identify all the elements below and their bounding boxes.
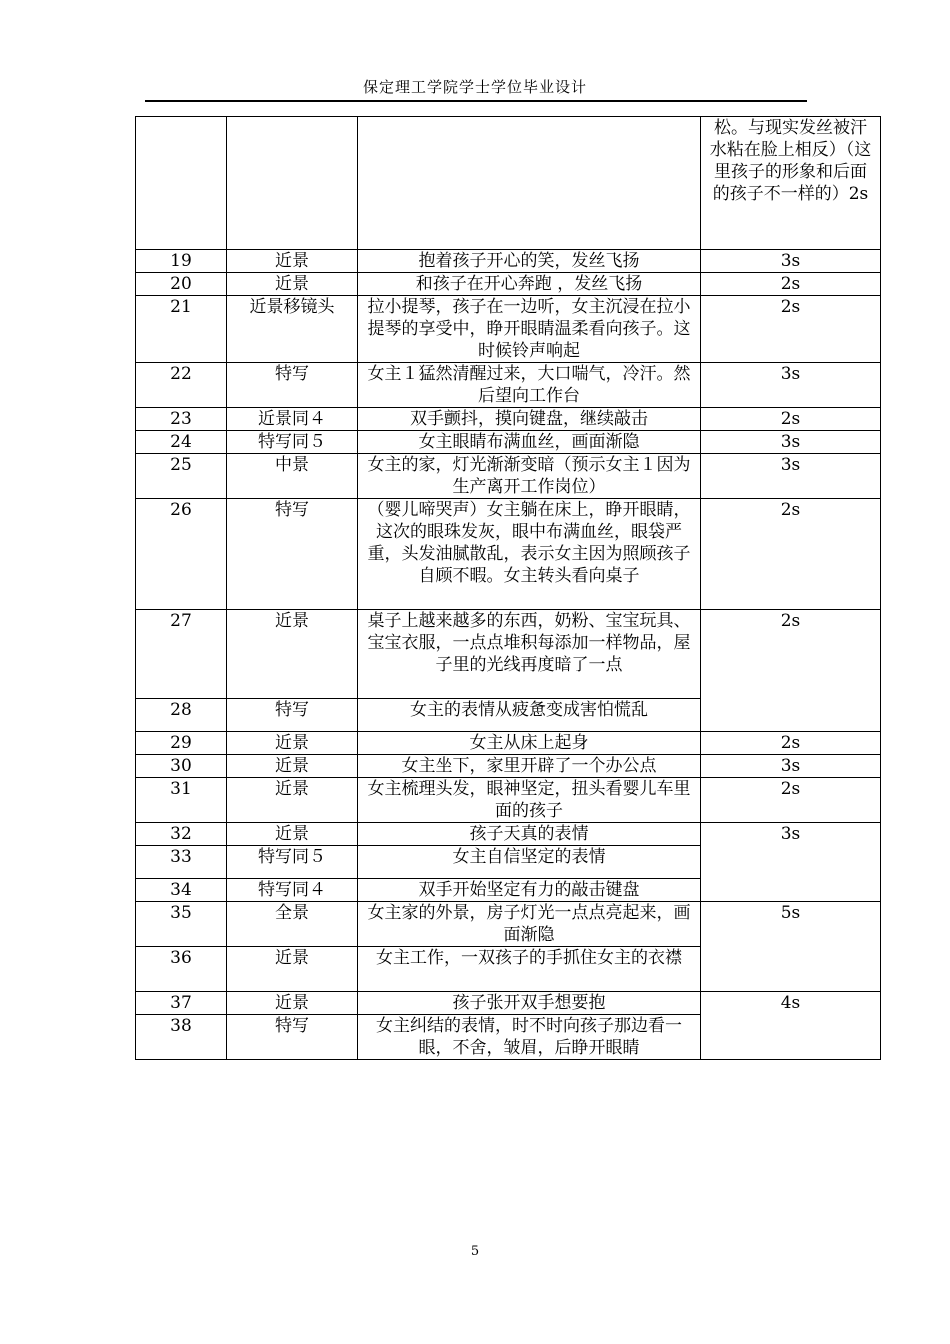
shot-type: 近景 xyxy=(227,755,358,778)
shot-number: 19 xyxy=(136,250,227,273)
shot-description: 女主的家，灯光渐渐变暗（预示女主１因为生产离开工作岗位） xyxy=(358,454,701,499)
shot-description: 女主眼睛布满血丝，画面渐隐 xyxy=(358,431,701,454)
shot-description: 女主梳理头发，眼神坚定，扭头看婴儿车里面的孩子 xyxy=(358,778,701,823)
shot-description: 双手开始坚定有力的敲击键盘 xyxy=(358,879,701,902)
shot-description: 女主自信坚定的表情 xyxy=(358,846,701,879)
shot-number: 35 xyxy=(136,902,227,947)
shot-description: 桌子上越来越多的东西，奶粉、宝宝玩具、宝宝衣服，一点点堆积每添加一样物品，屋子里的光线再度暗了一点 xyxy=(358,610,701,699)
shot-duration: 3s xyxy=(701,431,881,454)
shot-duration: 3s xyxy=(701,363,881,408)
shot-number: 36 xyxy=(136,947,227,992)
shot-type: 特写同４ xyxy=(227,879,358,902)
shot-number: 28 xyxy=(136,699,227,732)
shot-duration: 3s xyxy=(701,250,881,273)
shot-description xyxy=(358,117,701,250)
table-row xyxy=(136,431,881,454)
shot-type xyxy=(227,117,358,250)
shot-number: 23 xyxy=(136,408,227,431)
table-row xyxy=(136,250,881,273)
shot-description: 女主纠结的表情，时不时向孩子那边看一眼，不舍，皱眉，后睁开眼睛 xyxy=(358,1015,701,1060)
shot-number: 32 xyxy=(136,823,227,846)
shot-type: 特写 xyxy=(227,363,358,408)
shot-number: 20 xyxy=(136,273,227,296)
table-row xyxy=(136,454,881,499)
shot-description: 女主家的外景，房子灯光一点点亮起来，画面渐隐 xyxy=(358,902,701,947)
shot-duration: 2s xyxy=(701,296,881,363)
shot-number: 30 xyxy=(136,755,227,778)
shot-number: 25 xyxy=(136,454,227,499)
storyboard-table xyxy=(135,116,881,1060)
shot-duration: 2s xyxy=(701,610,881,732)
table-row xyxy=(136,610,881,699)
shot-duration: 3s xyxy=(701,823,881,902)
shot-duration: 2s xyxy=(701,778,881,823)
shot-duration: 2s xyxy=(701,408,881,431)
table-row xyxy=(136,296,881,363)
shot-description: 女主１猛然清醒过来，大口喘气，冷汗。然后望向工作台 xyxy=(358,363,701,408)
table-row xyxy=(136,902,881,947)
shot-duration: 2s xyxy=(701,732,881,755)
shot-type: 近景 xyxy=(227,823,358,846)
shot-type: 近景移镜头 xyxy=(227,296,358,363)
shot-number: 27 xyxy=(136,610,227,699)
shot-number: 21 xyxy=(136,296,227,363)
shot-type: 全景 xyxy=(227,902,358,947)
shot-duration: 4s xyxy=(701,992,881,1060)
shot-type: 近景 xyxy=(227,947,358,992)
shot-description: 女主从床上起身 xyxy=(358,732,701,755)
shot-description: （婴儿啼哭声）女主躺在床上，睁开眼睛，这次的眼珠发灰，眼中布满血丝，眼袋严重，头发油腻散乱，表示女主因为照顾孩子自顾不暇。女主转头看向桌子 xyxy=(358,499,701,610)
shot-duration: 2s xyxy=(701,273,881,296)
shot-description: 和孩子在开心奔跑 ，发丝飞扬 xyxy=(358,273,701,296)
shot-description: 抱着孩子开心的笑，发丝飞扬 xyxy=(358,250,701,273)
table-row xyxy=(136,823,881,846)
shot-number: 22 xyxy=(136,363,227,408)
shot-duration: 3s xyxy=(701,755,881,778)
shot-description: 孩子张开双手想要抱 xyxy=(358,992,701,1015)
table-row xyxy=(136,732,881,755)
shot-type: 近景同４ xyxy=(227,408,358,431)
shot-duration: 3s xyxy=(701,454,881,499)
shot-duration: 5s xyxy=(701,902,881,992)
shot-type: 近景 xyxy=(227,273,358,296)
shot-number: 24 xyxy=(136,431,227,454)
table-row xyxy=(136,499,881,610)
shot-description: 女主工作，一双孩子的手抓住女主的衣襟 xyxy=(358,947,701,992)
shot-type: 特写 xyxy=(227,1015,358,1060)
table-row xyxy=(136,273,881,296)
shot-type: 中景 xyxy=(227,454,358,499)
table-row xyxy=(136,755,881,778)
shot-description: 女主坐下，家里开辟了一个办公点 xyxy=(358,755,701,778)
shot-type: 特写 xyxy=(227,699,358,732)
shot-number: 34 xyxy=(136,879,227,902)
table-row xyxy=(136,117,881,250)
shot-type: 特写 xyxy=(227,499,358,610)
shot-type: 特写同５ xyxy=(227,846,358,879)
shot-type: 近景 xyxy=(227,778,358,823)
shot-number xyxy=(136,117,227,250)
table-row xyxy=(136,408,881,431)
shot-type: 近景 xyxy=(227,610,358,699)
shot-number: 31 xyxy=(136,778,227,823)
shot-description: 拉小提琴，孩子在一边听，女主沉浸在拉小提琴的享受中，睁开眼睛温柔看向孩子。这时候铃声响起 xyxy=(358,296,701,363)
shot-type: 近景 xyxy=(227,992,358,1015)
page-number: 5 xyxy=(470,1244,480,1259)
table-row xyxy=(136,363,881,408)
shot-number: 37 xyxy=(136,992,227,1015)
shot-description: 女主的表情从疲惫变成害怕慌乱 xyxy=(358,699,701,732)
shot-number: 26 xyxy=(136,499,227,610)
shot-description: 孩子天真的表情 xyxy=(358,823,701,846)
table-row xyxy=(136,778,881,823)
shot-duration: 松。与现实发丝被汗水粘在脸上相反）（这里孩子的形象和后面的孩子不一样的）2s xyxy=(701,117,881,250)
table-row xyxy=(136,992,881,1015)
shot-duration: 2s xyxy=(701,499,881,610)
header-divider xyxy=(145,100,807,102)
shot-number: 38 xyxy=(136,1015,227,1060)
shot-number: 33 xyxy=(136,846,227,879)
shot-number: 29 xyxy=(136,732,227,755)
shot-description: 双手颤抖，摸向键盘，继续敲击 xyxy=(358,408,701,431)
shot-type: 近景 xyxy=(227,732,358,755)
shot-type: 近景 xyxy=(227,250,358,273)
page-header: 保定理工学院学士学位毕业设计 xyxy=(362,78,587,96)
shot-type: 特写同５ xyxy=(227,431,358,454)
